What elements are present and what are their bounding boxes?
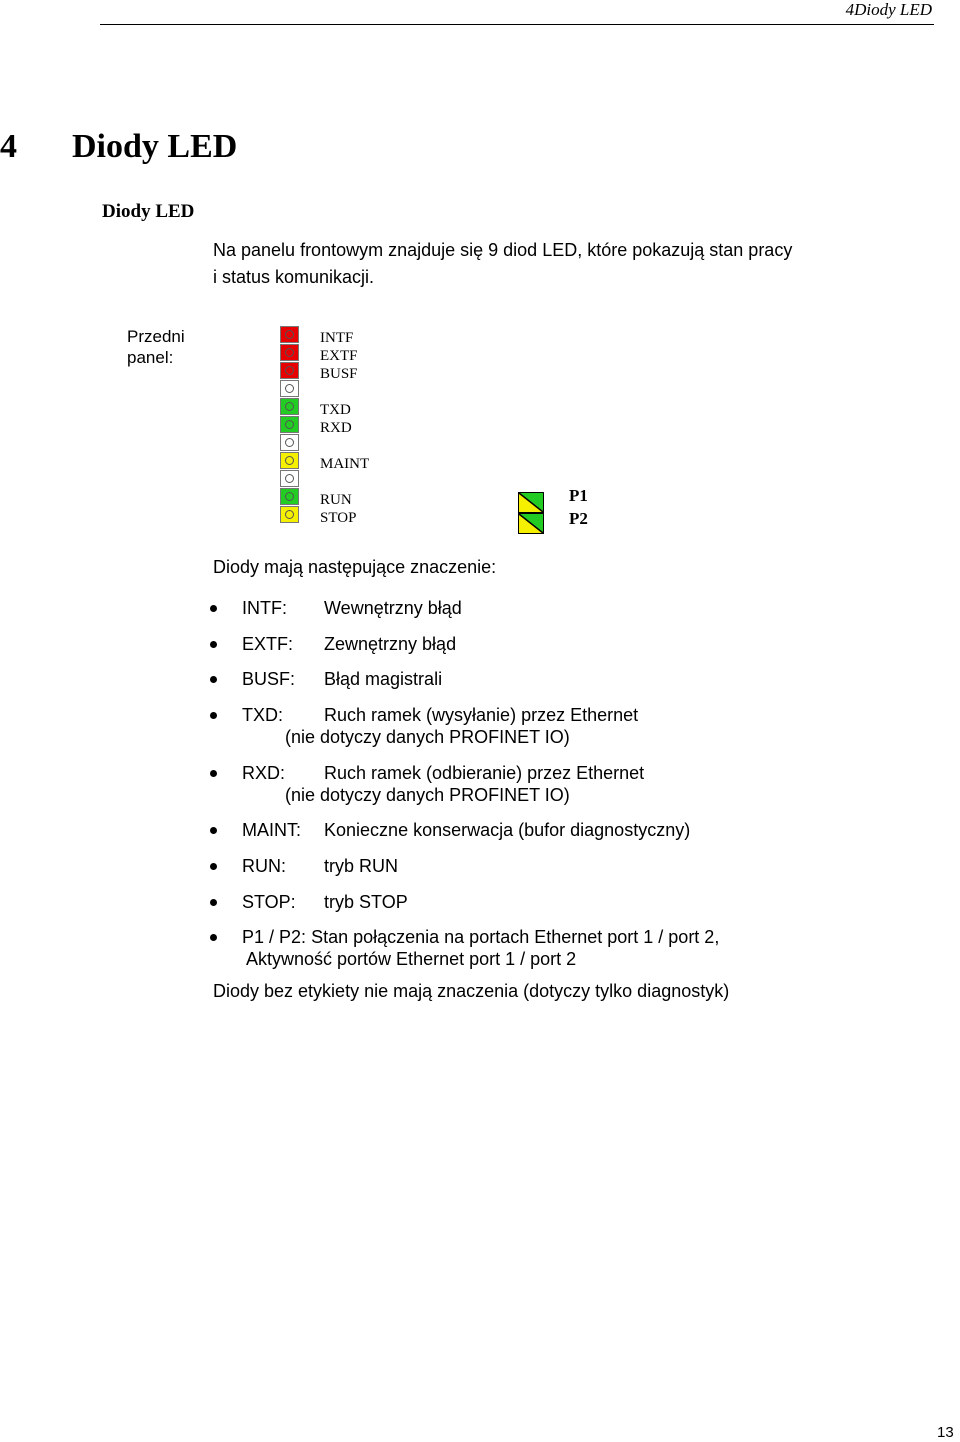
- intro-paragraph: [213, 237, 853, 291]
- bullet-icon: [210, 827, 217, 834]
- list-item-term: TXD:: [242, 705, 284, 725]
- list-item: [242, 668, 442, 690]
- port-label-p1: P1: [569, 486, 588, 505]
- led-label: BUSF: [320, 366, 358, 382]
- running-header: 4Diody LED: [845, 0, 932, 19]
- led-ring-icon: [285, 330, 294, 339]
- port-label-p2: P2: [569, 509, 588, 528]
- led-ring-icon: [285, 474, 294, 483]
- list-item-line: [242, 668, 442, 690]
- list-item-line: [242, 891, 408, 913]
- footer-note: Diody bez etykiety nie mają znaczenia (dotyczy tylko diagnostyk): [213, 981, 730, 1001]
- led-ring-icon: [285, 402, 294, 411]
- section-title: Diody LED: [102, 201, 195, 222]
- led-label: EXTF: [320, 348, 358, 364]
- led-ring-icon: [285, 384, 294, 393]
- list-item-description: Zewnętrzny błąd: [324, 634, 457, 654]
- chapter-number: 4: [0, 128, 17, 165]
- page-number: 13: [937, 1424, 954, 1441]
- list-item-description: Wewnętrzny błąd: [324, 598, 462, 618]
- bullet-icon: [210, 863, 217, 870]
- list-item-term: BUSF:: [242, 669, 296, 689]
- list-item-term: EXTF:: [242, 634, 294, 654]
- list-item-term: STOP:: [242, 892, 296, 912]
- list-item-description: tryb RUN: [324, 856, 399, 876]
- list-item-line: [242, 633, 456, 655]
- list-item-subline: (nie dotyczy danych PROFINET IO): [285, 727, 570, 747]
- list-item: [242, 704, 638, 748]
- led-indicator: [280, 362, 299, 379]
- list-item-description: Konieczne konserwacja (bufor diagnostyczny): [324, 820, 691, 840]
- list-item-line: [242, 762, 644, 784]
- led-indicator: [280, 452, 299, 469]
- led-ring-icon: [285, 492, 294, 501]
- panel-label: [127, 326, 185, 368]
- list-item-subline: Aktywność portów Ethernet port 1 / port 2: [246, 949, 577, 969]
- list-item-term: RXD:: [242, 763, 286, 783]
- port-led-1: [518, 492, 544, 513]
- led-indicator: [280, 344, 299, 361]
- led-indicator: [280, 326, 299, 343]
- list-item-line: [242, 704, 638, 726]
- intro-line-1: Na panelu frontowym znajduje się 9 diod LED, które pokazują stan pracy: [213, 240, 793, 260]
- port-led-2: [518, 513, 544, 534]
- chapter-title: Diody LED: [72, 128, 238, 165]
- list-item-line: [242, 926, 719, 948]
- list-item-description: Błąd magistrali: [324, 669, 443, 689]
- list-item-line: [242, 597, 462, 619]
- led-ring-icon: [285, 366, 294, 375]
- led-indicator: [280, 488, 299, 505]
- led-indicator: [280, 380, 299, 397]
- led-ring-icon: [285, 438, 294, 447]
- bullet-icon: [210, 605, 217, 612]
- port-labels: [569, 484, 588, 530]
- panel-label-line-1: Przedni: [127, 327, 185, 346]
- led-indicator: [280, 506, 299, 523]
- led-label: TXD: [320, 402, 351, 418]
- bullet-icon: [210, 934, 217, 941]
- led-ring-icon: [285, 456, 294, 465]
- bullet-icon: [210, 712, 217, 719]
- panel-label-line-2: panel:: [127, 348, 174, 367]
- list-item-term: P1 / P2:: [242, 927, 307, 947]
- intro-line-2: i status komunikacji.: [213, 267, 375, 287]
- list-item-line: [242, 819, 690, 841]
- header-rule: [100, 24, 934, 25]
- list-item-term: RUN:: [242, 856, 286, 876]
- list-item-description: Ruch ramek (wysyłanie) przez Ethernet: [324, 705, 639, 725]
- led-indicator: [280, 398, 299, 415]
- list-item-subline: (nie dotyczy danych PROFINET IO): [285, 785, 570, 805]
- list-item: [242, 762, 644, 806]
- bullet-icon: [210, 676, 217, 683]
- list-item: [242, 819, 690, 841]
- bullet-icon: [210, 641, 217, 648]
- bullet-icon: [210, 899, 217, 906]
- list-item-description: Ruch ramek (odbieranie) przez Ethernet: [324, 763, 645, 783]
- led-indicator: [280, 434, 299, 451]
- led-indicator: [280, 470, 299, 487]
- led-label: STOP: [320, 510, 357, 526]
- list-item: [242, 855, 398, 877]
- bullet-icon: [210, 770, 217, 777]
- port-leds: [518, 492, 544, 534]
- list-item-description: Stan połączenia na portach Ethernet port 1 / port 2,: [311, 927, 720, 947]
- led-ring-icon: [285, 348, 294, 357]
- list-item: [242, 891, 408, 913]
- led-label: MAINT: [320, 456, 370, 472]
- meaning-intro: Diody mają następujące znaczenie:: [213, 557, 497, 577]
- list-item: [242, 597, 462, 619]
- led-ring-icon: [285, 510, 294, 519]
- led-label: RXD: [320, 420, 352, 436]
- led-ring-icon: [285, 420, 294, 429]
- led-label: RUN: [320, 492, 352, 508]
- list-item-description: tryb STOP: [324, 892, 408, 912]
- list-item: [242, 926, 719, 970]
- led-label: INTF: [320, 330, 354, 346]
- list-item: [242, 633, 456, 655]
- led-indicator: [280, 416, 299, 433]
- list-item-term: MAINT:: [242, 820, 302, 840]
- list-item-term: INTF:: [242, 598, 287, 618]
- list-item-line: [242, 855, 398, 877]
